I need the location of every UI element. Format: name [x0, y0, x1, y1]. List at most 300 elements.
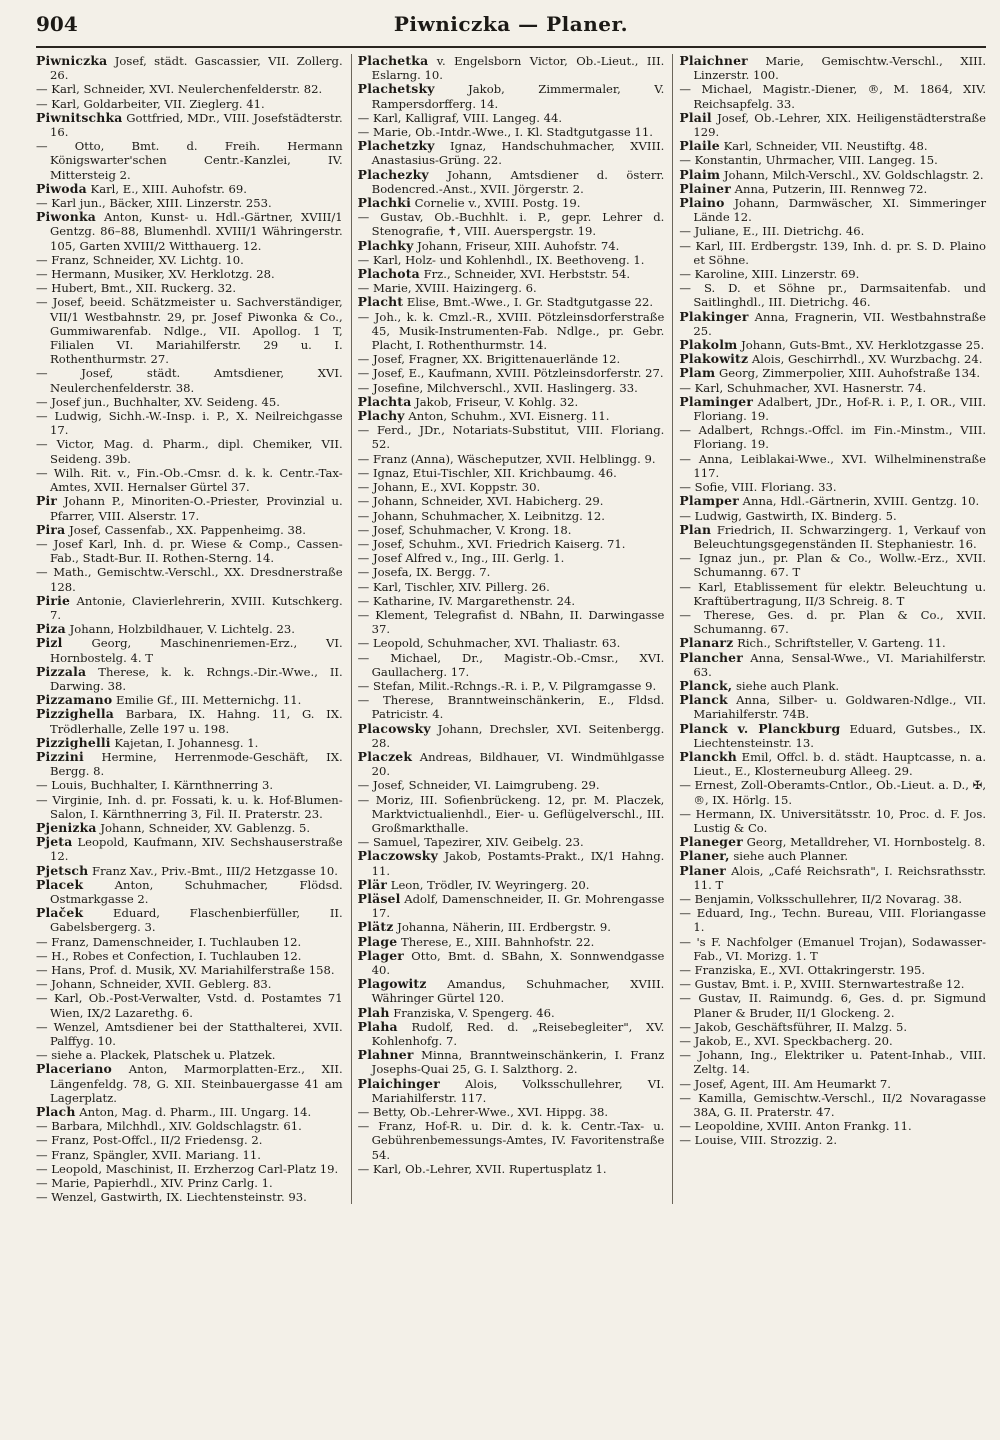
directory-entry [358, 778, 665, 792]
directory-entry [679, 139, 986, 153]
directory-entry [358, 551, 665, 565]
entry-text: Adolf, Damenschneider, II. Gr. Mohrengasse 17. [371, 891, 665, 921]
entry-text: — Hans, Prof. d. Musik, XV. Mariahilferstraße 158. [36, 963, 335, 977]
directory-entry [358, 82, 665, 110]
entry-text: — Eduard, Ing., Techn. Bureau, VIII. Floriangasse 1. [679, 906, 987, 935]
directory-entry [36, 409, 343, 437]
directory-entry [36, 54, 343, 82]
entry-surname: Planckh [679, 748, 737, 764]
entry-surname: Plachetka [357, 53, 429, 68]
entry-text: v. Engelsborn Victor, Ob.-Lieut., III. Eslarng. 10. [371, 54, 665, 83]
directory-entry [679, 352, 986, 366]
entry-text: — Leopoldine, XVIII. Anton Frankg. 11. [679, 1119, 912, 1134]
directory-entry [679, 679, 986, 693]
entry-text: — Ludwig, Gastwirth, IX. Binderg. 5. [679, 508, 897, 523]
column-3 [672, 54, 986, 1204]
entry-text: — Marie, Papierhdl., XIV. Prinz Carlg. 1. [36, 1176, 273, 1191]
entry-surname: Planer [679, 862, 727, 878]
entry-text: — Hubert, Bmt., XII. Ruckerg. 32. [36, 281, 237, 296]
entry-text: Therese, E., XIII. Bahnhofstr. 22. [400, 934, 595, 949]
directory-entry [36, 594, 343, 622]
entry-text: — Karl, Ob.-Lehrer, XVII. Rupertusplatz 1. [357, 1161, 607, 1176]
directory-entry [679, 1020, 986, 1034]
directory-entry [36, 523, 343, 537]
entry-surname: Pjenizka [36, 819, 97, 835]
directory-entry [358, 750, 665, 778]
directory-entry [679, 267, 986, 281]
entry-text: — Josef, Fragner, XX. Brigittenauerlände 12. [357, 352, 621, 367]
directory-entry [36, 991, 343, 1019]
entry-text: siehe auch Plank. [735, 678, 840, 693]
entry-text: Leon, Trödler, IV. Weyringerg. 20. [390, 877, 590, 892]
entry-text: — Betty, Ob.-Lehrer-Wwe., XVI. Hippg. 38. [357, 1105, 609, 1120]
entry-text: Johann, Amtsdiener d. österr. Bodencred.-Anst., XVII. Jörgerstr. 2. [371, 167, 665, 196]
entry-text: — Math., Gemischtw.-Verschl., XX. Dresdnerstraße 128. [36, 565, 343, 594]
directory-entry [36, 253, 343, 267]
directory-entry [679, 849, 986, 863]
entry-text: — Karoline, XIII. Linzerstr. 69. [679, 267, 860, 282]
entry-surname: Plachetzky [357, 138, 435, 154]
directory-entry [358, 920, 665, 934]
directory-entry [36, 466, 343, 494]
entry-text: Barbara, IX. Hahng. 11, G. IX. Trödlerhalle, Zelle 197 u. 198. [50, 707, 343, 736]
entry-text: Georg, Zimmerpolier, XIII. Auhofstraße 134. [719, 366, 981, 381]
directory-entry [358, 793, 665, 836]
entry-text: — Virginie, Inh. d. pr. Fossati, k. u. k. Hof-Blumen-Salon, I. Kärnthnerring 3, Fil. II. Praterstr. 23. [36, 792, 343, 821]
entry-text: Anton, Schuhm., XVI. Eisnerg. 11. [408, 409, 610, 424]
entry-text: — Benjamin, Volksschullehrer, II/2 Novarag. 38. [679, 891, 963, 906]
entry-surname: Placht [357, 294, 404, 310]
directory-entry [679, 608, 986, 636]
directory-entry [679, 239, 986, 267]
directory-entry [679, 452, 986, 480]
directory-entry [36, 267, 343, 281]
entry-surname: Plachky [357, 237, 414, 253]
entry-text: — Franz, Hof-R. u. Dir. d. k. k. Centr.-Tax- u. Gebührenbemessungs-Amtes, IV. Favoritenstraße 54. [357, 1119, 665, 1162]
entry-text: — Johann, Schneider, XVII. Geblerg. 83. [36, 977, 272, 992]
directory-entry [358, 466, 665, 480]
directory-entry [36, 1105, 343, 1119]
directory-entry [358, 54, 665, 82]
entry-surname: Piwonka [36, 209, 96, 225]
directory-entry [679, 835, 986, 849]
entry-text: — Karl, Schuhmacher, XVI. Hasnerstr. 74. [679, 380, 927, 395]
entry-surname: Planer, [679, 848, 730, 864]
entry-text: — Jakob, Geschäftsführer, II. Malzg. 5. [679, 1019, 908, 1034]
directory-entry [358, 480, 665, 494]
entry-text: Minna, Branntweinschänkerin, I. Franz Josephs-Quai 25, G. I. Salzthorg. 2. [371, 1048, 665, 1077]
entry-surname: Plakolm [679, 337, 738, 353]
entry-text: — Marie, Ob.-Intdr.-Wwe., I. Kl. Stadtgutgasse 11. [357, 125, 653, 140]
entry-text: Johanna, Näherin, III. Erdbergstr. 9. [397, 920, 611, 935]
entry-text: Franz Xav., Priv.-Bmt., III/2 Hetzgasse 10. [92, 863, 338, 878]
directory-entry [36, 182, 343, 196]
directory-entry [36, 693, 343, 707]
entry-text: Therese, k. k. Rchngs.-Dir.-Wwe., II. Darwing. 38. [50, 664, 343, 693]
entry-text: Georg, Maschinenriemen-Erz., VI. Hornbostelg. 4. T [50, 636, 343, 665]
entry-text: Andreas, Bildhauer, VI. Windmühlgasse 20. [371, 749, 665, 779]
entry-text: Cornelie v., XVIII. Postg. 19. [414, 196, 581, 211]
directory-entry [36, 793, 343, 821]
directory-entry [36, 707, 343, 735]
entry-text: — Josef, E., Kaufmann, XVIII. Pötzleinsdorferstr. 27. [357, 366, 664, 381]
entry-text: — Therese, Ges. d. pr. Plan & Co., XVII. Schumanng. 67. [679, 607, 987, 637]
entry-text: Emilie Gf., III. Metternichg. 11. [116, 693, 302, 708]
directory-entry [358, 281, 665, 295]
entry-text: — Karl, Kalligraf, VIII. Langeg. 44. [357, 110, 563, 125]
directory-entry [358, 1048, 665, 1076]
directory-entry [358, 1105, 665, 1119]
directory-entry [36, 139, 343, 182]
entry-text: Amandus, Schuhmacher, XVIII. Währinger Gürtel 120. [371, 977, 665, 1006]
entry-text: — Stefan, Milit.-Rchngs.-R. i. P., V. Pilgramgasse 9. [357, 678, 657, 693]
entry-surname: Plamper [679, 493, 739, 509]
entry-surname: Pizl [36, 635, 63, 651]
entry-text: — S. D. et Söhne pr., Darmsaitenfab. und Saitlinghdl., III. Dietrichg. 46. [679, 281, 987, 310]
entry-text: — Sofie, VIII. Floriang. 33. [679, 480, 837, 495]
entry-text: Alois, Geschirrhdl., XV. Wurzbachg. 24. [751, 352, 983, 367]
directory-entry [36, 1048, 343, 1062]
entry-surname: Plakinger [679, 308, 749, 324]
directory-entry [36, 906, 343, 934]
entry-surname: Placek [36, 876, 84, 892]
directory-entry [358, 580, 665, 594]
directory-entry [358, 523, 665, 537]
directory-entry [679, 82, 986, 110]
entry-text: Anna, Fragnerin, VII. Westbahnstraße 25. [693, 309, 987, 338]
directory-entry [679, 778, 986, 806]
entry-text: — Louis, Buchhalter, I. Kärnthnerring 3. [36, 778, 274, 793]
directory-entry [679, 509, 986, 523]
entry-surname: Plachy [357, 408, 405, 424]
directory-entry [358, 423, 665, 451]
entry-surname: Plachota [357, 266, 420, 282]
entry-surname: Plachki [357, 195, 411, 211]
entry-text: — Ludwig, Sichh.-W.-Insp. i. P., X. Neilreichgasse 17. [36, 409, 343, 438]
directory-entry [679, 1034, 986, 1048]
entry-text: — Leopold, Schuhmacher, XVI. Thaliastr. 63. [357, 636, 621, 651]
entry-text: Josef, Ob.-Lehrer, XIX. Heiligenstädterstraße 129. [693, 110, 987, 140]
entry-text: — Klement, Telegrafist d. NBahn, II. Darwingasse 37. [357, 607, 665, 637]
entry-surname: Pizzala [36, 663, 87, 679]
entry-text: Ignaz, Handschuhmacher, XVIII. Anastasius-Grüng. 22. [371, 139, 665, 168]
directory-entry [36, 1162, 343, 1176]
entry-text: Josef, städt. Gascassier, VII. Zollerg. 26. [50, 54, 343, 83]
directory-entry [679, 381, 986, 395]
entry-surname: Plakowitz [679, 351, 749, 367]
entry-text: — Johann, Schuhmacher, X. Leibnitzg. 12. [357, 508, 605, 523]
directory-entry [36, 750, 343, 778]
directory-entry [679, 1091, 986, 1119]
directory-entry [679, 1077, 986, 1091]
running-head: Piwniczka — Planer. [393, 12, 629, 36]
entry-text: — Josef, Schuhmacher, V. Krong. 18. [357, 522, 572, 537]
directory-entry [679, 523, 986, 551]
directory-entry [679, 423, 986, 451]
directory-entry [36, 878, 343, 906]
entry-text: Karl, E., XIII. Auhofstr. 69. [90, 181, 247, 196]
directory-entry [679, 1048, 986, 1076]
directory-entry [358, 409, 665, 423]
directory-entry [358, 310, 665, 353]
entry-text: — Josef, städt. Amtsdiener, XVI. Neulerchenfelderstr. 38. [36, 366, 343, 395]
entry-text: Rich., Schriftsteller, V. Garteng. 11. [737, 636, 946, 651]
directory-entry [679, 54, 986, 82]
entry-surname: Plail [679, 109, 712, 125]
column-2 [351, 54, 665, 1204]
entry-text: — Josef Alfred v., Ing., III. Gerlg. 1. [357, 551, 565, 566]
entry-text: — Gustav, Bmt. i. P., XVIII. Sternwartestraße 12. [679, 977, 965, 992]
directory-entry [358, 125, 665, 139]
entry-text: — Wenzel, Gastwirth, IX. Liechtensteinstr. 93. [36, 1190, 307, 1205]
directory-entry [36, 864, 343, 878]
entry-text: — H., Robes et Confection, I. Tuchlauben 12. [36, 948, 302, 963]
entry-surname: Plaichner [679, 53, 748, 68]
entry-text: — Karl, Tischler, XIV. Pillerg. 26. [357, 579, 550, 594]
entry-text: — Katharine, IV. Margarethenstr. 24. [357, 593, 576, 608]
entry-text: Alois, „Café Reichsrath", I. Reichsrathsstr. 11. T [693, 863, 987, 892]
directory-entry [679, 153, 986, 167]
entry-text: Anton, Marmorplatten-Erz., XII. Längenfeldg. 78, G. XII. Steinbauergasse 41 am Lagerplatz. [50, 1062, 343, 1105]
entry-text: Johann, Schneider, XV. Gablenzg. 5. [100, 820, 311, 835]
directory-entry [679, 906, 986, 934]
entry-text: — Franz, Post-Offcl., II/2 Friedensg. 2. [36, 1133, 263, 1148]
entry-surname: Pizzini [36, 748, 84, 764]
columns [36, 54, 986, 1204]
directory-entry [358, 352, 665, 366]
directory-entry [679, 494, 986, 508]
directory-entry [358, 679, 665, 693]
directory-entry [358, 594, 665, 608]
entry-surname: Piwnitschka [36, 109, 123, 125]
directory-entry [36, 1062, 343, 1105]
page-number: 904 [36, 12, 78, 36]
entry-text: Johann, Drechsler, XVI. Seitenbergg. 28. [371, 721, 665, 750]
entry-surname: Plaile [679, 138, 720, 154]
entry-text: Johann, Darmwäscher, XI. Simmeringer Lände 12. [693, 196, 987, 225]
entry-text: — Josef, beeid. Schätzmeister u. Sachverständiger, VII/1 Westbahnstr. 29, pr. Josef Piwonka & Co., Gummiwarenfab. Ndlge., VII. Apollog. 1 T, Filialen VI. Mariahilferstr. 29 u. I. Rothenthurmstr. 27. [36, 295, 343, 367]
directory-entry [358, 1077, 665, 1105]
entry-text: — Ignaz, Etui-Tischler, XII. Krichbaumg. 46. [357, 465, 617, 480]
entry-text: Anna, Silber- u. Goldwaren-Ndlge., VII. Mariahilferstr. 74B. [693, 693, 987, 722]
directory-entry [36, 977, 343, 991]
entry-text: Jakob, Zimmermaler, V. Rampersdorfferg. 14. [371, 82, 665, 111]
entry-surname: Placzek [357, 748, 413, 764]
directory-entry [36, 665, 343, 693]
entry-text: Franziska, V. Spengerg. 46. [393, 1005, 555, 1020]
directory-entry [679, 366, 986, 380]
directory-entry [679, 807, 986, 835]
entry-surname: Plär [357, 876, 388, 892]
directory-entry [36, 565, 343, 593]
entry-surname: Piwoda [36, 180, 87, 196]
entry-surname: Plan [679, 521, 712, 537]
directory-entry [679, 864, 986, 892]
directory-entry [358, 565, 665, 579]
entry-surname: Placeriano [36, 1061, 113, 1077]
directory-entry [679, 338, 986, 352]
entry-text: — Otto, Bmt. d. Freih. Hermann Königswarter'schen Centr.-Kanzlei, IV. Mittersteig 2. [36, 139, 343, 182]
entry-text: — Hermann, Musiker, XV. Herklotzg. 28. [36, 267, 275, 282]
directory-entry [358, 608, 665, 636]
entry-text: Georg, Metalldreher, VI. Hornbostelg. 8. [746, 835, 986, 850]
entry-surname: Pläsel [357, 890, 401, 906]
entry-surname: Plagowitz [357, 976, 427, 992]
directory-entry [36, 636, 343, 664]
entry-text: — Adalbert, Rchngs.-Offcl. im Fin.-Minstm., VIII. Floriang. 19. [679, 423, 987, 452]
directory-entry [358, 537, 665, 551]
directory-entry [36, 1133, 343, 1147]
entry-text: Anton, Mag. d. Pharm., III. Ungarg. 14. [79, 1105, 312, 1120]
directory-entry [36, 835, 343, 863]
entry-surname: Planeger [679, 834, 743, 850]
directory-entry [358, 239, 665, 253]
directory-entry [36, 1190, 343, 1204]
entry-text: — Karl, Ob.-Post-Verwalter, Vstd. d. Postamtes 71 Wien, IX/2 Lazarethg. 6. [36, 991, 343, 1020]
directory-entry [679, 480, 986, 494]
entry-surname: Pjetsch [36, 862, 89, 878]
entry-text: — Franz (Anna), Wäscheputzer, XVII. Helblingg. 9. [357, 451, 656, 466]
directory-entry [679, 722, 986, 750]
directory-entry [679, 977, 986, 991]
entry-surname: Planck [679, 692, 728, 708]
directory-entry [679, 196, 986, 224]
entry-surname: Pizzamano [36, 692, 113, 708]
entry-text: Jakob, Postamts-Prakt., IX/1 Hahng. 11. [371, 849, 665, 878]
entry-text: — Kamilla, Gemischtw.-Verschl., II/2 Novaragasse 38A, G. II. Praterstr. 47. [679, 1090, 987, 1120]
entry-text: — Karl, Etablissement für elektr. Beleuchtung u. Kraftübertragung, II/3 Schreig. 8. T [679, 579, 987, 608]
entry-text: — Hermann, IX. Universitätsstr. 10, Proc. d. F. Jos. Lustig & Co. [679, 806, 987, 835]
entry-text: Eduard, Gutsbes., IX. Liechtensteinstr. 13. [693, 721, 987, 750]
entry-text: Frz., Schneider, XVI. Herbststr. 54. [423, 267, 631, 282]
entry-surname: Plaček [36, 905, 84, 921]
directory-entry [679, 182, 986, 196]
directory-entry [36, 366, 343, 394]
entry-text: — Moriz, III. Sofienbrückeng. 12, pr. M. Placzek, Marktvictualienhdl., Eier- u. Geflügelverschl., III. Großmarkthalle. [357, 792, 665, 835]
entry-text: siehe auch Planner. [733, 849, 849, 864]
directory-entry [358, 295, 665, 309]
directory-entry [36, 949, 343, 963]
directory-entry [36, 821, 343, 835]
directory-entry [36, 1148, 343, 1162]
directory-entry [358, 878, 665, 892]
entry-text: — Therese, Branntweinschänkerin, E., Fldsd. Patricistr. 4. [357, 693, 665, 722]
directory-entry [36, 196, 343, 210]
entry-text: Kajetan, I. Johannesg. 1. [114, 735, 259, 750]
directory-entry [358, 636, 665, 650]
entry-surname: Pir [36, 493, 58, 509]
directory-entry [36, 935, 343, 949]
entry-surname: Planck, [679, 677, 733, 693]
entry-text: — Joh., k. k. Cmzl.-R., XVIII. Pötzleinsdorferstraße 45, Musik-Instrumenten-Fab. Ndlge., pr. Gebr. Placht, I. Rothenthurmstr. 14. [357, 309, 665, 353]
entry-text: Emil, Offcl. b. d. städt. Hauptcasse, n. a. Lieut., E., Klosterneuburg Alleeg. 29. [693, 749, 987, 779]
directory-entry [36, 736, 343, 750]
entry-surname: Pirie [36, 592, 71, 608]
directory-entry [358, 892, 665, 920]
entry-text: — Johann, Schneider, XVI. Habicherg. 29. [357, 494, 604, 509]
directory-entry [679, 580, 986, 608]
entry-surname: Piza [36, 621, 66, 637]
directory-entry [679, 991, 986, 1019]
entry-text: Johann, Milch-Verschl., XV. Goldschlagstr. 2. [723, 167, 984, 182]
entry-text: — Karl, Schneider, XVI. Neulerchenfelderstr. 82. [36, 82, 323, 97]
directory-entry [36, 111, 343, 139]
directory-entry [679, 892, 986, 906]
directory-entry [36, 778, 343, 792]
directory-entry [679, 395, 986, 423]
entry-text: Alois, Volksschullehrer, VI. Mariahilferstr. 117. [371, 1076, 665, 1105]
entry-text: Karl, Schneider, VII. Neustiftg. 48. [723, 139, 928, 154]
entry-surname: Plachta [357, 393, 412, 409]
directory-entry [358, 366, 665, 380]
directory-entry [679, 1133, 986, 1147]
entry-text: — Ignaz jun., pr. Plan & Co., Wollw.-Erz., XVII. Schumanng. 67. T [679, 551, 987, 580]
entry-text: — Konstantin, Uhrmacher, VIII. Langeg. 15. [679, 153, 938, 168]
entry-text: — Jakob, E., XVI. Speckbacherg. 20. [679, 1034, 893, 1049]
entry-text: Leopold, Kaufmann, XIV. Sechshauserstraße 12. [50, 835, 343, 864]
entry-surname: Plainer [679, 180, 731, 196]
entry-text: — Josefine, Milchverschl., XVII. Haslingerg. 33. [357, 380, 638, 395]
entry-surname: Piwniczka [36, 53, 108, 68]
entry-text: Hermine, Herrenmode-Geschäft, IX. Bergg. 8. [50, 749, 343, 779]
entry-surname: Plaha [357, 1018, 398, 1034]
entry-text: — Marie, XVIII. Haizingerg. 6. [357, 281, 537, 296]
column-1 [36, 54, 343, 1204]
entry-text: — Barbara, Milchhdl., XIV. Goldschlagstr. 61. [36, 1119, 302, 1134]
entry-text: — Franz, Schneider, XV. Lichtg. 10. [36, 252, 244, 267]
directory-entry [358, 168, 665, 196]
entry-text: — Ferd., JDr., Notariats-Substitut, VIII. Floriang. 52. [357, 423, 665, 452]
directory-entry [358, 935, 665, 949]
entry-surname: Planarz [679, 635, 734, 651]
entry-text: Anna, Hdl.-Gärtnerin, XVIII. Gentzg. 10. [742, 494, 980, 509]
entry-text: — Franziska, E., XVI. Ottakringerstr. 195. [679, 963, 926, 977]
entry-text: — Franz, Damenschneider, I. Tuchlauben 12. [36, 934, 302, 949]
directory-entry [36, 537, 343, 565]
entry-surname: Plach [36, 1104, 76, 1120]
directory-entry [358, 452, 665, 466]
directory-entry [36, 210, 343, 253]
entry-text: — Michael, Dr., Magistr.-Ob.-Cmsr., XVI. Gaullacherg. 17. [357, 650, 665, 679]
entry-surname: Pira [36, 521, 66, 537]
directory-entry [358, 722, 665, 750]
entry-text: — Wilh. Rit. v., Fin.-Ob.-Cmsr. d. k. k. Centr.-Tax-Amtes, XVII. Hernalser Gürtel 37. [36, 465, 343, 495]
directory-entry [679, 651, 986, 679]
entry-text: Gottfried, MDr., VIII. Josefstädterstr. 16. [50, 110, 343, 140]
directory-entry [358, 111, 665, 125]
directory-entry [36, 963, 343, 977]
entry-text: Anna, Sensal-Wwe., VI. Mariahilferstr. 63. [693, 650, 987, 679]
directory-entry [36, 437, 343, 465]
entry-text: — Samuel, Tapezirer, XIV. Geibelg. 23. [357, 835, 584, 850]
entry-text: — siehe a. Plackek, Platschek u. Platzek. [36, 1048, 276, 1063]
directory-entry [36, 395, 343, 409]
entry-text: Otto, Bmt. d. SBahn, X. Sonnwendgasse 40. [371, 948, 665, 977]
entry-text: — Wenzel, Amtsdiener bei der Statthalterei, XVII. Palffyg. 10. [36, 1019, 343, 1049]
entry-text: — Josefa, IX. Bergg. 7. [357, 565, 491, 580]
entry-text: — Karl jun., Bäcker, XIII. Linzerstr. 253. [36, 196, 272, 211]
entry-text: Antonie, Clavierlehrerin, XVIII. Kutschkerg. 7. [50, 593, 343, 622]
entry-surname: Pjeta [36, 834, 73, 850]
entry-surname: Plahner [357, 1047, 414, 1063]
directory-entry [358, 1020, 665, 1048]
entry-text: Josef, Cassenfab., XX. Pappenheimg. 38. [69, 522, 306, 537]
directory-entry [358, 1119, 665, 1162]
entry-text: Eduard, Flaschenbierfüller, II. Gabelsbergerg. 3. [50, 906, 343, 935]
directory-entry [679, 224, 986, 238]
entry-text: — Karl, Holz- und Kohlenhdl., IX. Beethoveng. 1. [357, 252, 645, 267]
entry-text: Anna, Putzerin, III. Rennweg 72. [734, 181, 928, 196]
